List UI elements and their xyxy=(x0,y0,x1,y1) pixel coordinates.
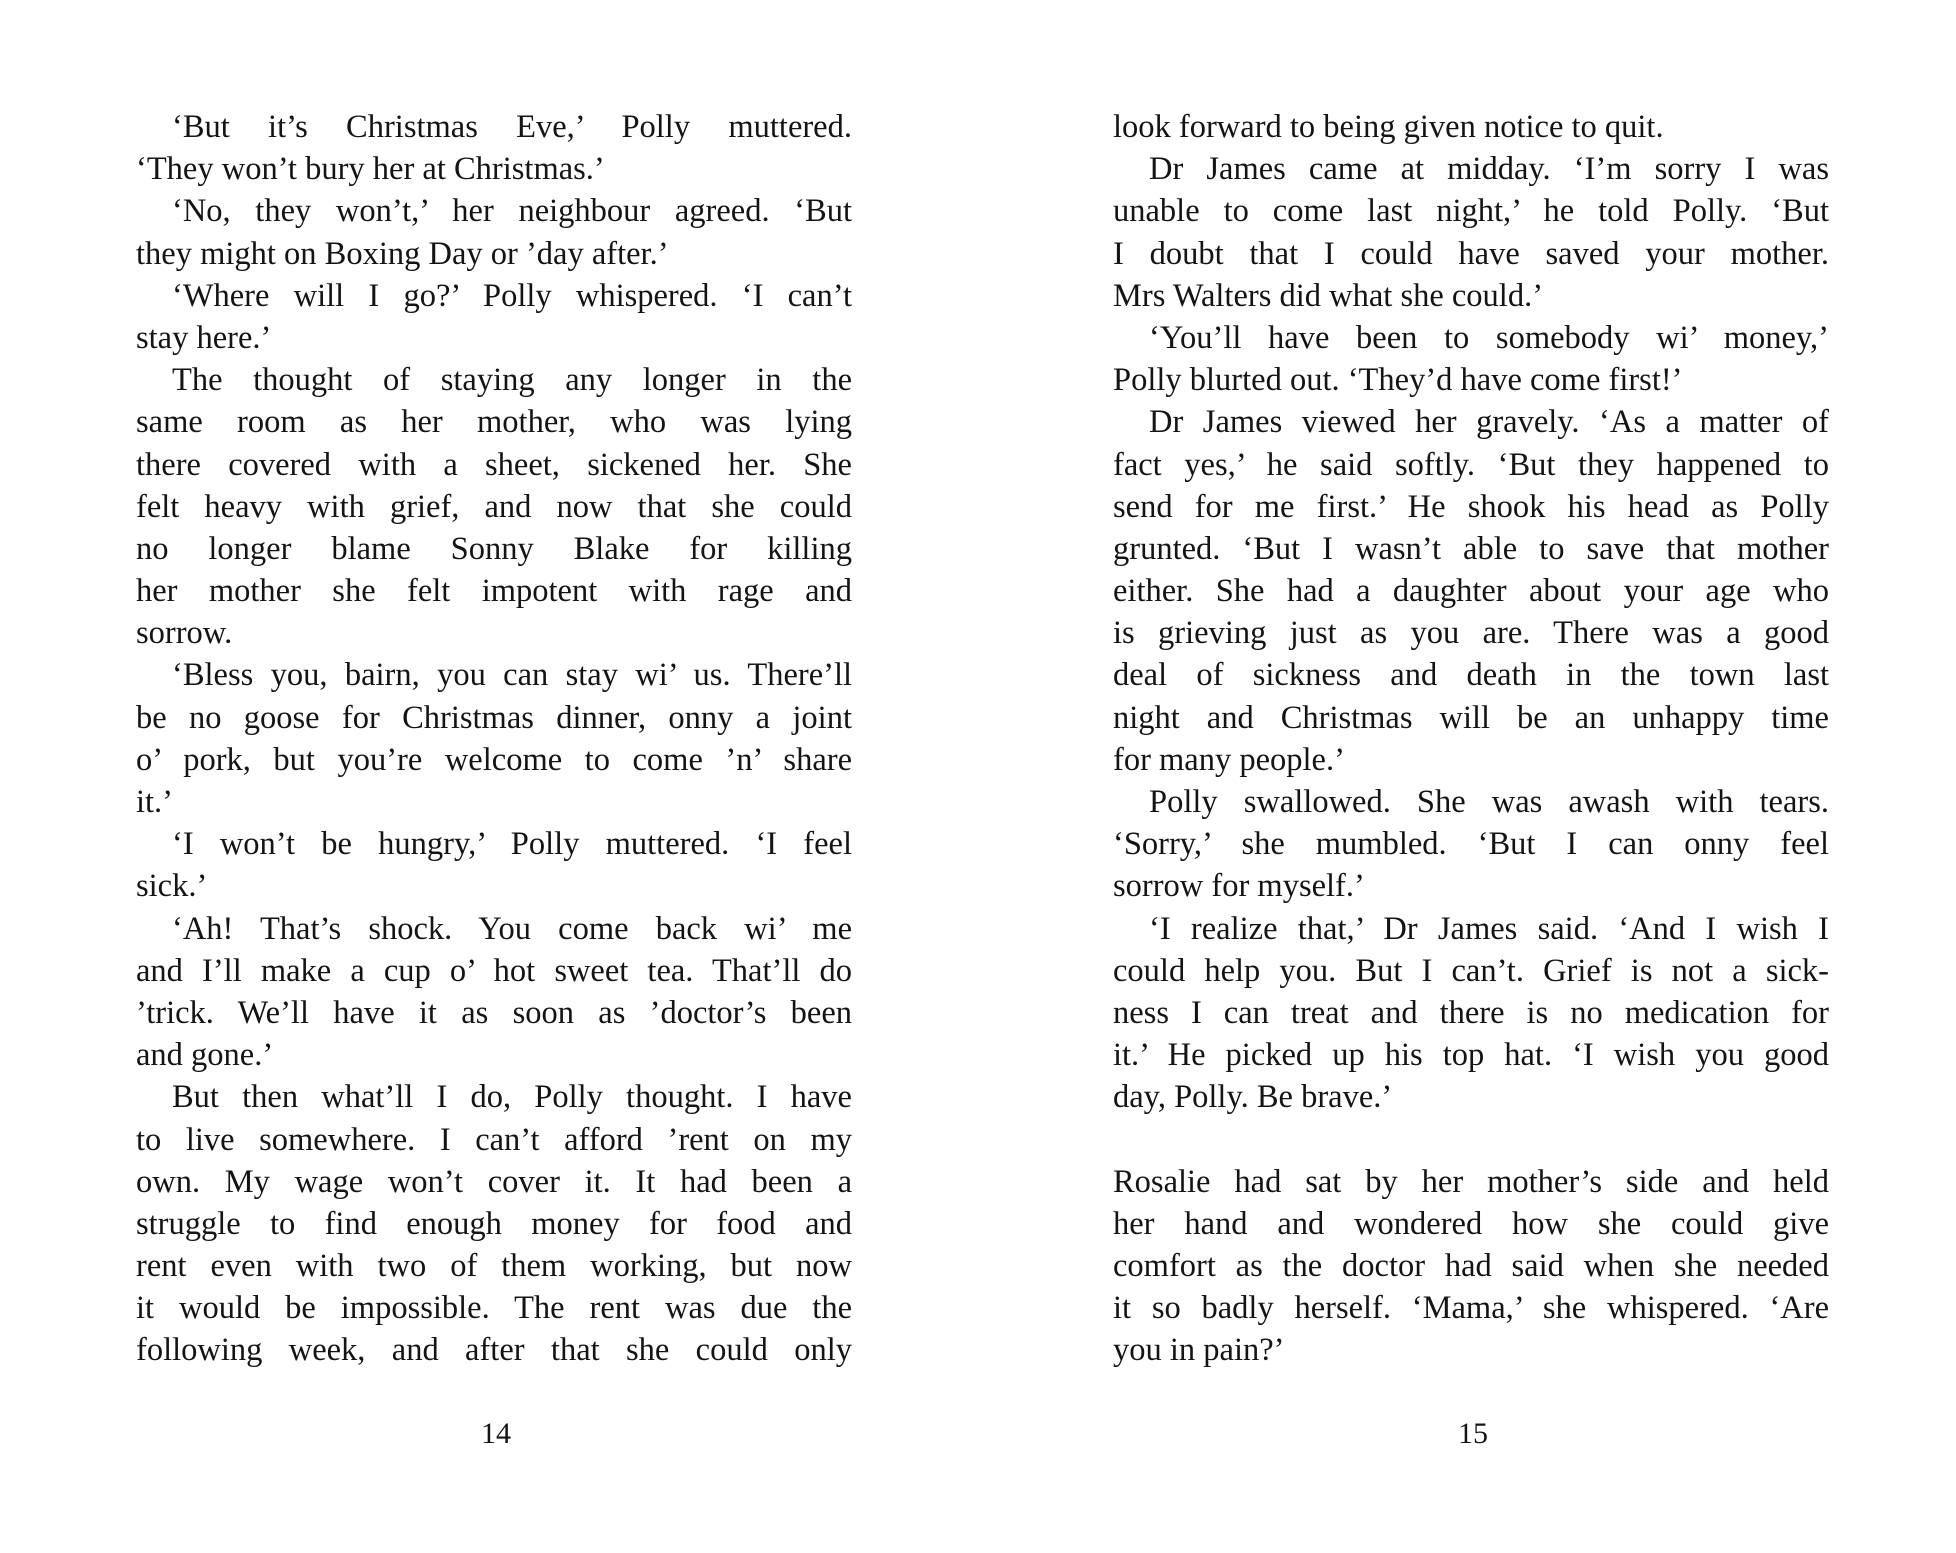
text-line: is grieving just as you are. There was a good xyxy=(1113,615,1829,652)
text-line: ‘Sorry,’ she mumbled. ‘But I can onny feel xyxy=(1113,826,1829,863)
text-line: her hand and wondered how she could give xyxy=(1113,1205,1829,1242)
text-line: Mrs Walters did what she could.’ xyxy=(1113,277,1544,314)
text-line: unable to come last night,’ he told Polly. ‘But xyxy=(1113,193,1829,230)
text-line: sorrow. xyxy=(136,615,233,652)
text-line: own. My wage won’t cover it. It had been a xyxy=(136,1163,852,1200)
text-line: day, Polly. Be brave.’ xyxy=(1113,1079,1393,1116)
text-line: it would be impossible. The rent was due the xyxy=(136,1290,852,1327)
text-line: fact yes,’ he said softly. ‘But they happened to xyxy=(1113,446,1829,483)
text-line: ‘You’ll have been to somebody wi’ money,’ xyxy=(1149,319,1829,356)
text-line: ‘I realize that,’ Dr James said. ‘And I wish I xyxy=(1149,910,1829,947)
text-line: sick.’ xyxy=(136,868,208,905)
text-line: Polly swallowed. She was awash with tears. xyxy=(1149,784,1829,820)
right-page xyxy=(978,0,1956,1553)
right-page-number: 15 xyxy=(1458,1417,1488,1450)
text-line: felt heavy with grief, and now that she could xyxy=(136,488,852,525)
text-line: they might on Boxing Day or ’day after.’ xyxy=(136,235,669,272)
text-line: ’trick. We’ll have it as soon as ’doctor’s been xyxy=(136,994,852,1031)
text-line: following week, and after that she could only xyxy=(136,1332,852,1369)
text-line: it.’ He picked up his top hat. ‘I wish you good xyxy=(1113,1037,1829,1074)
text-line: Dr James came at midday. ‘I’m sorry I was xyxy=(1149,151,1829,188)
text-line: ‘But it’s Christmas Eve,’ Polly muttered. xyxy=(172,109,852,145)
text-line: same room as her mother, who was lying xyxy=(136,404,852,441)
text-line: Rosalie had sat by her mother’s side and held xyxy=(1113,1163,1829,1200)
left-page-text xyxy=(136,106,852,1372)
text-line: either. She had a daughter about your age who xyxy=(1113,573,1829,610)
text-line: ‘Where will I go?’ Polly whispered. ‘I can’t xyxy=(172,277,852,314)
text-line: sorrow for myself.’ xyxy=(1113,868,1365,905)
text-line: Dr James viewed her gravely. ‘As a matter of xyxy=(1149,404,1829,441)
text-line: comfort as the doctor had said when she needed xyxy=(1113,1248,1829,1285)
text-line: ‘Bless you, bairn, you can stay wi’ us. There’ll xyxy=(172,657,852,694)
left-page-number: 14 xyxy=(481,1417,511,1450)
right-page-text xyxy=(1113,106,1829,1372)
text-line: be no goose for Christmas dinner, onny a joint xyxy=(136,699,852,736)
text-line: ‘They won’t bury her at Christmas.’ xyxy=(136,151,605,188)
text-line: look forward to being given notice to quit. xyxy=(1113,109,1664,145)
text-line: But then what’ll I do, Polly thought. I have xyxy=(172,1079,852,1116)
text-line: and gone.’ xyxy=(136,1037,274,1074)
text-line: it so badly herself. ‘Mama,’ she whispered. ‘Are xyxy=(1113,1290,1829,1327)
text-line: send for me first.’ He shook his head as Polly xyxy=(1113,488,1829,525)
text-line: and I’ll make a cup o’ hot sweet tea. That’ll do xyxy=(136,952,852,989)
text-line: o’ pork, but you’re welcome to come ’n’ share xyxy=(136,741,852,778)
paragraph-break xyxy=(1113,1119,1829,1161)
text-line: stay here.’ xyxy=(136,319,272,356)
text-line: could help you. But I can’t. Grief is not a sick- xyxy=(1113,952,1829,989)
text-line: ness I can treat and there is no medication for xyxy=(1113,994,1829,1031)
text-line: for many people.’ xyxy=(1113,741,1345,778)
text-line: The thought of staying any longer in the xyxy=(172,362,852,399)
text-line: night and Christmas will be an unhappy time xyxy=(1113,699,1829,736)
text-line: you in pain?’ xyxy=(1113,1332,1285,1369)
text-line: ‘I won’t be hungry,’ Polly muttered. ‘I feel xyxy=(172,826,852,863)
text-line: struggle to find enough money for food and xyxy=(136,1205,852,1242)
text-line: ‘Ah! That’s shock. You come back wi’ me xyxy=(172,910,852,947)
text-line: rent even with two of them working, but now xyxy=(136,1248,852,1285)
text-line: deal of sickness and death in the town last xyxy=(1113,657,1829,694)
text-line: no longer blame Sonny Blake for killing xyxy=(136,530,852,567)
text-line: I doubt that I could have saved your mother. xyxy=(1113,235,1829,272)
text-line: there covered with a sheet, sickened her. She xyxy=(136,446,852,483)
text-line: grunted. ‘But I wasn’t able to save that mother xyxy=(1113,530,1829,567)
text-line: her mother she felt impotent with rage and xyxy=(136,573,852,610)
text-line: Polly blurted out. ‘They’d have come first!’ xyxy=(1113,362,1683,399)
text-line: to live somewhere. I can’t afford ’rent on my xyxy=(136,1121,852,1158)
text-line: ‘No, they won’t,’ her neighbour agreed. ‘But xyxy=(172,193,852,230)
text-line: it.’ xyxy=(136,784,174,820)
